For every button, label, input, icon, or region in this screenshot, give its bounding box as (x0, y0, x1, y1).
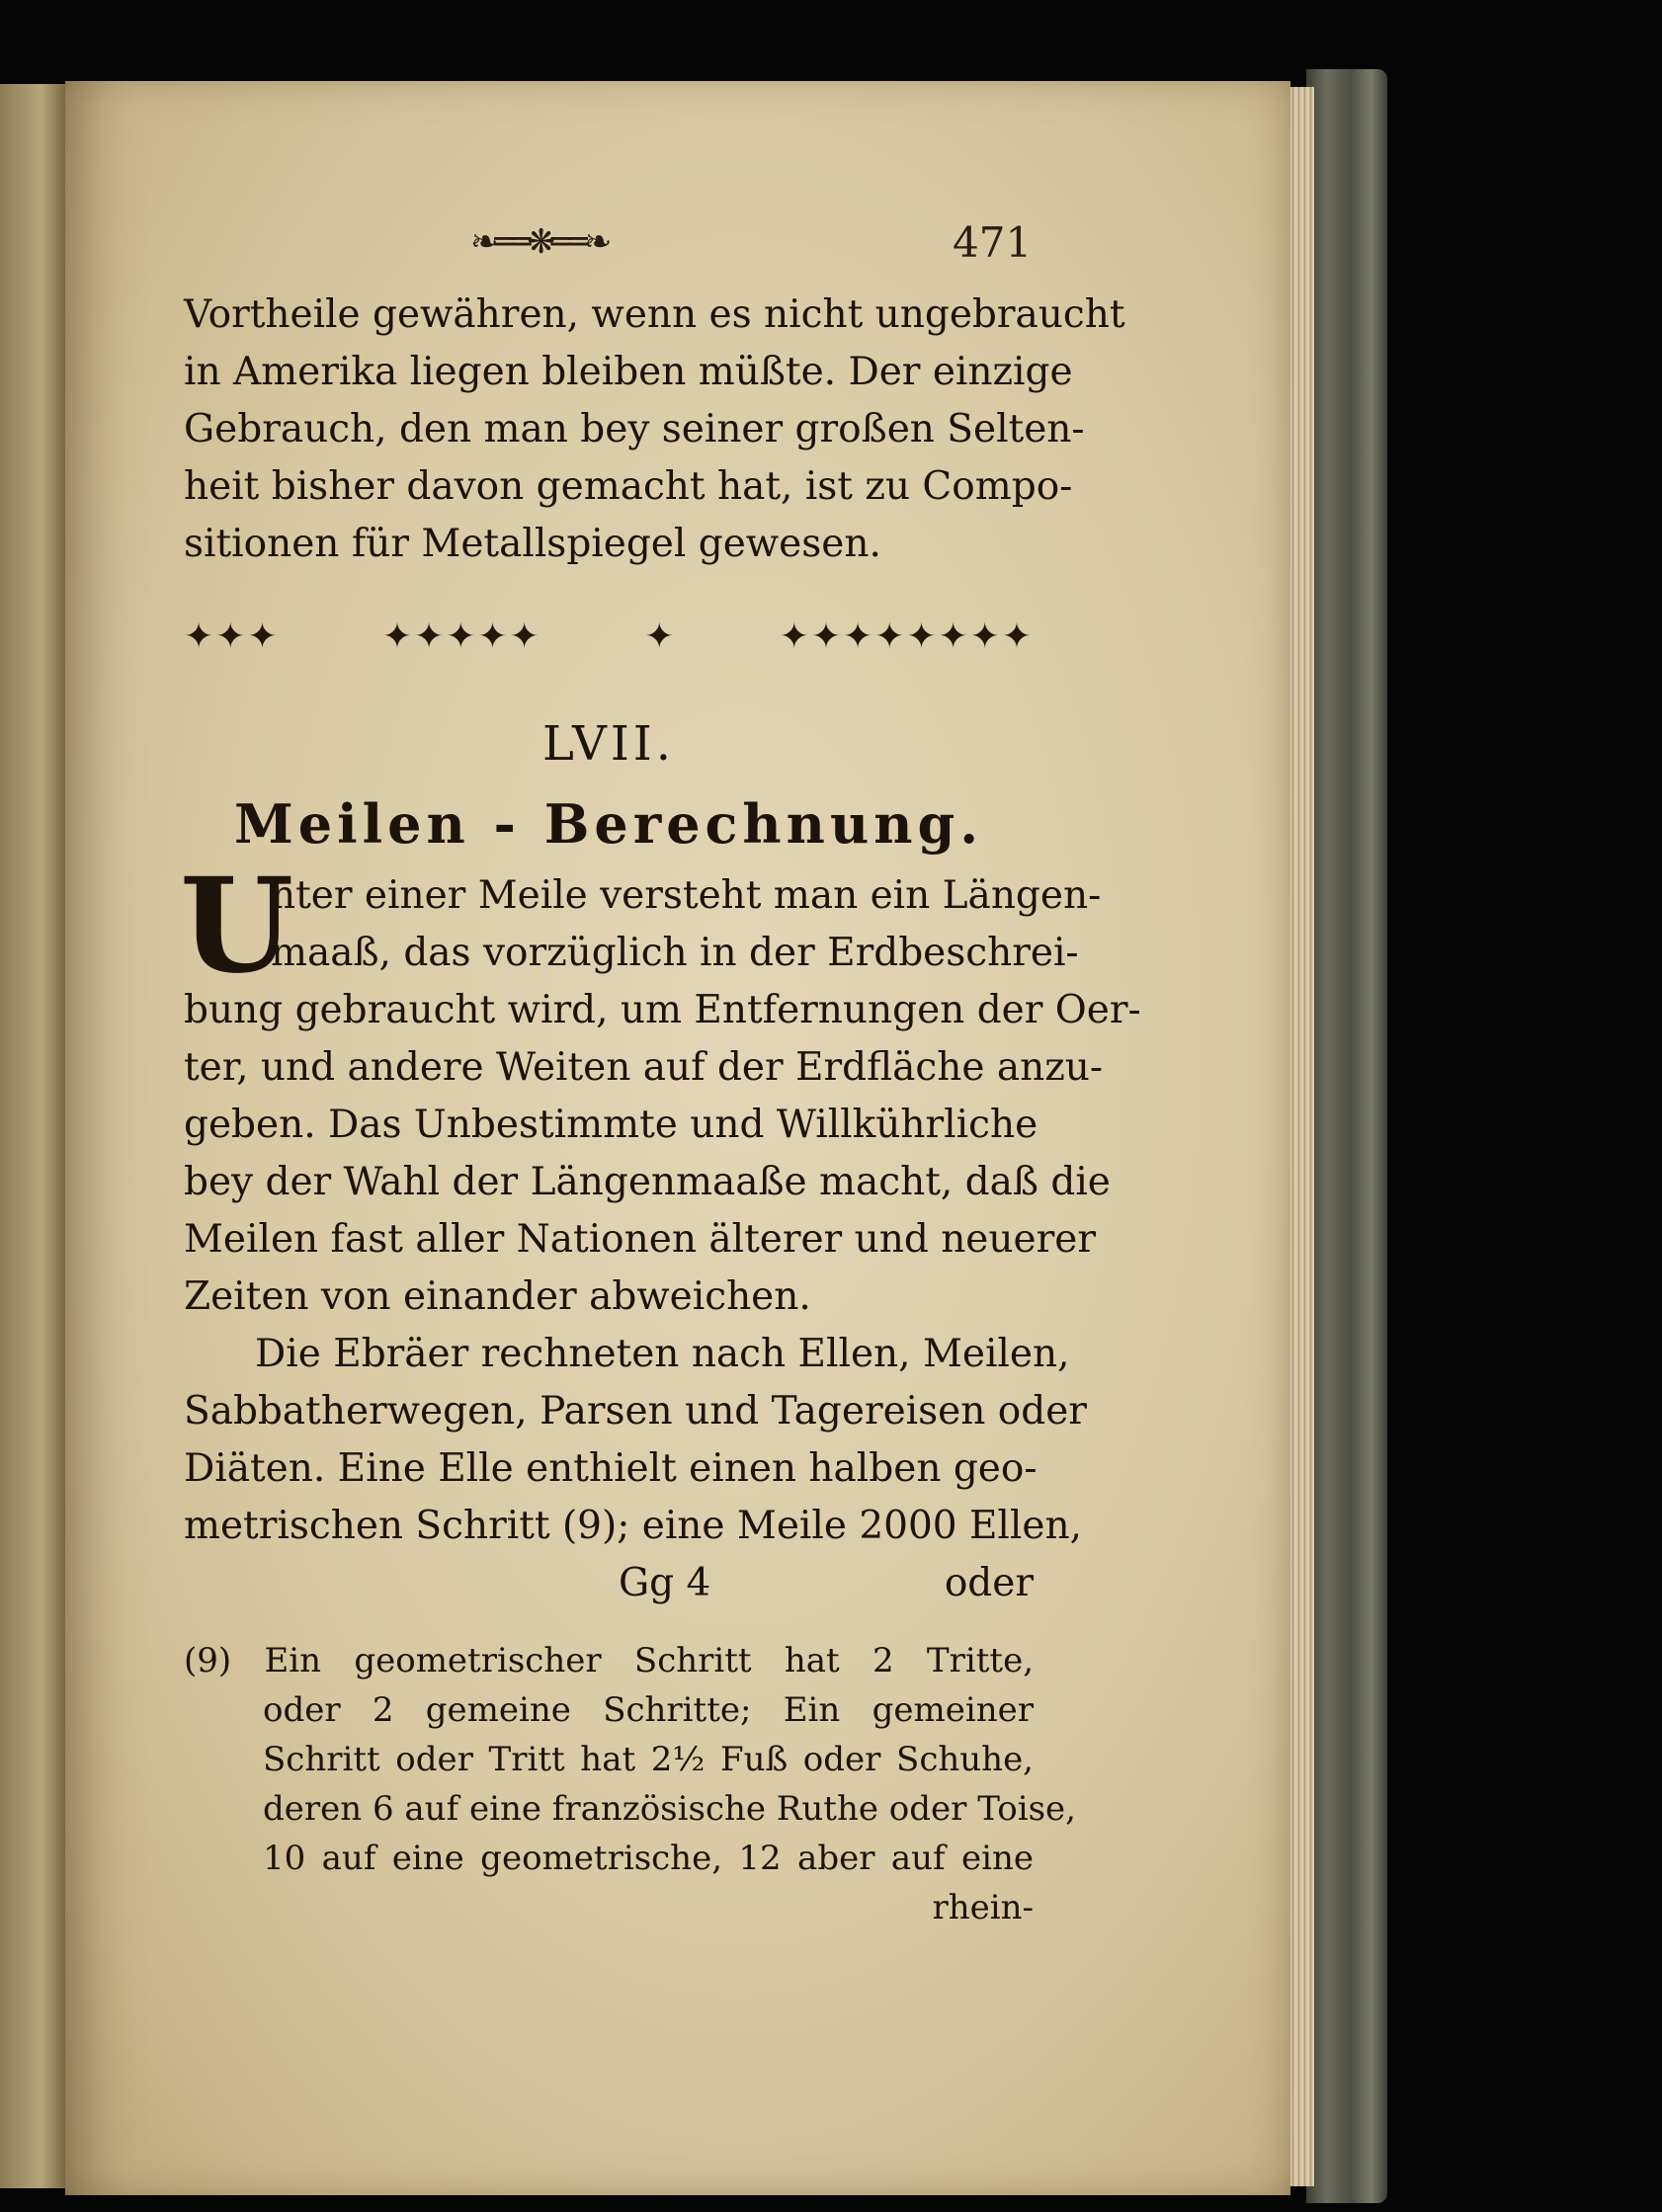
paragraph-1 (184, 287, 1125, 573)
text-line: Die Ebräer rechneten nach Ellen, Meilen, (255, 1332, 1070, 1376)
text-line: Vortheile gewähren, wenn es nicht ungebraucht (184, 292, 1125, 337)
text-line: Meilen fast aller Nationen älterer und neuerer (184, 1217, 1096, 1262)
text-line: heit bisher davon gemacht hat, ist zu Compo- (184, 464, 1073, 509)
text-line: in Amerika liegen bleiben müßte. Der einzige (184, 350, 1073, 394)
footnote-line: rhein- (932, 1888, 1034, 1927)
text-line: geben. Das Unbestimmte und Willkührliche (184, 1103, 1039, 1147)
footnote-line: deren 6 auf eine französische Ruthe oder Toise, (263, 1789, 1076, 1829)
running-head (184, 212, 1034, 287)
paragraph-2 (180, 850, 1141, 1326)
text-line: Diäten. Eine Elle enthielt einen halben geo- (184, 1446, 1038, 1491)
book-cover (1306, 69, 1387, 2203)
text-line: bey der Wahl der Längenmaaße macht, daß die (184, 1160, 1111, 1204)
text-line: maaß, das vorzüglich in der Erdbeschrei- (271, 931, 1079, 975)
text-line: ter, und andere Weiten auf der Erdfläche anzu- (184, 1045, 1104, 1090)
text-line: metrischen Schritt (9); eine Meile 2000 Ellen, (184, 1504, 1082, 1548)
page-number: 471 (953, 218, 1033, 267)
footnote-line: 10 auf eine geometrische, 12 aber auf eine (263, 1839, 1034, 1878)
footnote-line: oder 2 gemeine Schritte; Ein gemeiner (263, 1690, 1034, 1730)
footnote-line: (9) Ein geometrischer Schritt hat 2 Tritte, (184, 1641, 1034, 1680)
chapter-numeral: LVII. (541, 716, 676, 772)
footnote (184, 1636, 1076, 1932)
chapter-title: Meilen - Berechnung. (233, 792, 984, 856)
text-line: sitionen für Metallspiegel gewesen. (184, 522, 881, 566)
catchword: oder (944, 1561, 1034, 1605)
text-line: bung gebraucht wird, um Entfernungen der Oer- (184, 988, 1141, 1032)
signature-line (184, 1555, 1034, 1612)
signature-mark: Gg 4 (619, 1561, 711, 1605)
text-line: Sabbatherwegen, Parsen und Tagereisen oder (184, 1389, 1087, 1434)
paragraph-3 (184, 1326, 1087, 1555)
left-page-edge (0, 84, 69, 2188)
page-content (180, 212, 1141, 1932)
header-ornament-icon: ❧══❋══❧ (470, 222, 609, 262)
footnote-line: Schritt oder Tritt hat 2½ Fuß oder Schuhe, (263, 1740, 1034, 1779)
section-divider-ornament: ✦✦✦ ✦✦✦✦✦ ✦ ✦✦✦✦✦✦✦✦ (184, 616, 1034, 657)
text-line: nter einer Meile versteht man ein Längen- (271, 873, 1102, 918)
text-line: Zeiten von einander abweichen. (184, 1274, 811, 1319)
text-line: Gebrauch, den man bey seiner großen Selten- (184, 407, 1085, 451)
drop-cap: U (180, 850, 294, 1003)
